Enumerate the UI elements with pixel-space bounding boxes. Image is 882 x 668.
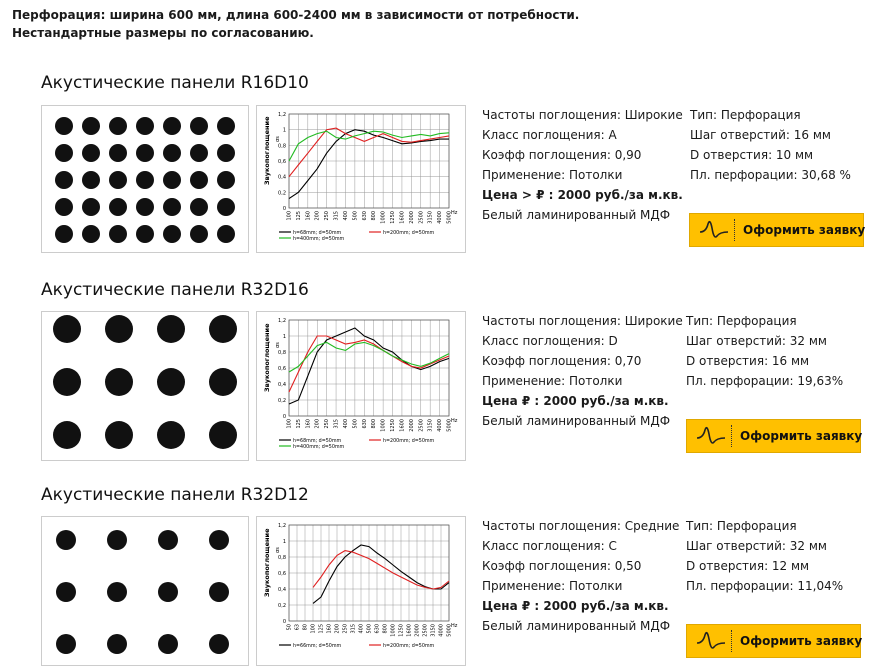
spec-class: Класс поглощения: C xyxy=(482,539,617,553)
x-tick-label: 250 xyxy=(342,624,349,634)
x-tick-label: 800 xyxy=(371,211,378,221)
y-tick-label: 0,8 xyxy=(278,143,286,150)
perforation-hole xyxy=(209,368,237,396)
intro-text xyxy=(12,6,579,42)
y-tick-label: 1 xyxy=(282,539,286,545)
y-tick-label: 0,8 xyxy=(278,555,286,561)
specs-left xyxy=(482,311,683,431)
wave-icon xyxy=(695,424,727,448)
y-tick-label: 0,6 xyxy=(278,366,286,372)
x-tick-label: 630 xyxy=(374,624,381,634)
spec-freq: Частоты поглощения: Широкие xyxy=(482,314,683,328)
y-tick-label: 0,8 xyxy=(278,350,286,356)
x-tick-label: 1250 xyxy=(390,419,397,432)
y-tick-label: 0,4 xyxy=(278,382,286,388)
x-tick-label: 315 xyxy=(333,211,340,221)
perforation-hole xyxy=(158,582,178,602)
perforation-hole xyxy=(163,117,181,135)
legend-label: h=200mm; d=50mm xyxy=(383,643,435,649)
x-tick-label: 125 xyxy=(295,211,302,221)
x-tick-label: 4000 xyxy=(438,624,445,637)
specs-right xyxy=(690,105,851,185)
x-tick-label: 800 xyxy=(371,419,378,429)
perforation-hole xyxy=(190,198,208,216)
perforation-hole xyxy=(190,225,208,243)
spec-step: Шаг отверстий: 32 мм xyxy=(686,334,827,348)
order-button-label: Оформить заявку xyxy=(740,634,863,648)
x-tick-label: 500 xyxy=(352,211,359,221)
perforation-hole xyxy=(109,225,127,243)
x-tick-label: 1600 xyxy=(399,419,406,432)
perforation-hole xyxy=(163,198,181,216)
x-tick-label: 800 xyxy=(382,624,389,634)
order-button[interactable] xyxy=(686,419,861,453)
x-tick-label: 125 xyxy=(295,419,302,429)
perforation-hole xyxy=(158,530,178,550)
perforation-hole xyxy=(157,315,185,343)
order-button-label: Оформить заявку xyxy=(743,223,866,237)
perforation-hole xyxy=(109,171,127,189)
hz-label: Hz xyxy=(451,210,458,216)
perforation-hole xyxy=(53,315,81,343)
legend-label: h=200mm; d=50mm xyxy=(383,438,435,444)
x-tick-label: 80 xyxy=(302,624,309,631)
x-tick-label: 125 xyxy=(318,624,325,634)
separator xyxy=(731,425,732,447)
perforation-hole xyxy=(56,582,76,602)
perforation-hole xyxy=(158,634,178,654)
x-tick-label: 250 xyxy=(324,419,331,429)
spec-material: Белый ламинированный МДФ xyxy=(482,619,671,633)
perforation-hole xyxy=(209,315,237,343)
y-tick-label: 0,2 xyxy=(278,398,286,404)
y-tick-label: 0,6 xyxy=(278,571,286,577)
spec-coef: Коэфф поглощения: 0,90 xyxy=(482,148,642,162)
legend-label: h=66mm; d=50mm xyxy=(293,643,342,649)
perforation-hole xyxy=(107,634,127,654)
x-tick-label: 2000 xyxy=(408,419,415,432)
x-tick-label: 500 xyxy=(352,419,359,429)
specs-right xyxy=(686,516,843,596)
perforation-hole xyxy=(136,171,154,189)
spec-class: Класс поглощения: D xyxy=(482,334,618,348)
perforation-hole xyxy=(163,144,181,162)
x-tick-label: 3150 xyxy=(430,624,437,637)
y-tick-label: 0 xyxy=(282,206,286,212)
x-tick-label: 630 xyxy=(361,419,368,429)
spec-use: Применение: Потолки xyxy=(482,374,623,388)
x-tick-label: 100 xyxy=(310,624,317,634)
spec-price: Цена ₽ : 2000 руб./за м.кв. xyxy=(482,599,669,613)
spec-class: Класс поглощения: A xyxy=(482,128,617,142)
perforation-hole xyxy=(82,171,100,189)
perforation-hole xyxy=(82,198,100,216)
perforation-pattern-image xyxy=(41,516,249,666)
perforation-hole xyxy=(217,198,235,216)
x-tick-label: 400 xyxy=(342,211,349,221)
perforation-hole xyxy=(53,421,81,449)
y-tick-label: 0 xyxy=(282,414,286,420)
spec-use: Применение: Потолки xyxy=(482,168,623,182)
x-tick-label: 1600 xyxy=(399,211,406,224)
perforation-hole xyxy=(190,171,208,189)
x-tick-label: 160 xyxy=(326,624,333,634)
perforation-hole xyxy=(105,315,133,343)
spec-diam: D отверстия: 12 мм xyxy=(686,559,810,573)
spec-type: Тип: Перфорация xyxy=(686,314,797,328)
perforation-hole xyxy=(55,225,73,243)
perforation-hole xyxy=(190,117,208,135)
y-tick-label: 0 xyxy=(282,619,286,625)
perforation-hole xyxy=(209,582,229,602)
x-tick-label: 5000 xyxy=(446,211,453,224)
absorption-chart xyxy=(256,516,466,666)
series-line xyxy=(313,545,449,603)
x-tick-label: 3150 xyxy=(427,419,434,432)
perforation-hole xyxy=(217,171,235,189)
x-tick-label: 2000 xyxy=(414,624,421,637)
y-axis-label: Звукопоглощение xyxy=(263,528,271,597)
perforation-hole xyxy=(163,225,181,243)
spec-step: Шаг отверстий: 32 мм xyxy=(686,539,827,553)
y-tick-label: 0,2 xyxy=(278,190,286,197)
spec-freq: Частоты поглощения: Широкие xyxy=(482,108,683,122)
perforation-hole xyxy=(107,530,127,550)
spec-type: Тип: Перфорация xyxy=(690,108,801,122)
perforation-hole xyxy=(55,117,73,135)
hz-label: Hz xyxy=(451,418,458,424)
hz-label: Hz xyxy=(451,623,458,629)
perforation-pattern-image xyxy=(41,311,249,461)
perforation-hole xyxy=(105,421,133,449)
alpha-label: αs xyxy=(275,342,281,348)
spec-perf: Пл. перфорации: 19,63% xyxy=(686,374,844,388)
product-title: Акустические панели R32D12 xyxy=(41,485,309,505)
perforation-hole xyxy=(157,421,185,449)
x-tick-label: 2500 xyxy=(418,419,425,432)
absorption-chart xyxy=(256,311,466,461)
x-tick-label: 63 xyxy=(294,624,301,631)
y-tick-label: 0,2 xyxy=(278,603,286,609)
intro-line-1: Перфорация: ширина 600 мм, длина 600-2400 мм в зависимости от потребности. xyxy=(12,8,580,22)
perforation-hole xyxy=(82,117,100,135)
perforation-hole xyxy=(217,117,235,135)
perforation-hole xyxy=(107,582,127,602)
y-tick-label: 1,2 xyxy=(278,318,286,324)
specs-right xyxy=(686,311,843,391)
perforation-pattern-image xyxy=(41,105,249,253)
x-tick-label: 5000 xyxy=(446,624,453,637)
perforation-hole xyxy=(109,198,127,216)
y-tick-label: 0,6 xyxy=(278,159,286,165)
x-tick-label: 1250 xyxy=(390,211,397,224)
spec-type: Тип: Перфорация xyxy=(686,519,797,533)
specs-left xyxy=(482,516,679,636)
absorption-chart xyxy=(256,105,466,253)
perforation-hole xyxy=(136,117,154,135)
x-tick-label: 2000 xyxy=(408,211,415,224)
chart-svg xyxy=(257,106,465,252)
legend-label: h=68mm; d=50mm xyxy=(293,438,342,444)
x-tick-label: 630 xyxy=(361,211,368,221)
y-axis-label: Звукопоглощение xyxy=(263,323,271,392)
x-tick-label: 1000 xyxy=(380,419,387,432)
perforation-hole xyxy=(136,144,154,162)
y-tick-label: 0,4 xyxy=(278,587,286,593)
y-tick-label: 1,2 xyxy=(278,523,286,529)
x-tick-label: 4000 xyxy=(437,211,444,224)
perforation-hole xyxy=(136,225,154,243)
spec-perf: Пл. перфорации: 11,04% xyxy=(686,579,844,593)
perforation-hole xyxy=(209,530,229,550)
spec-step: Шаг отверстий: 16 мм xyxy=(690,128,831,142)
x-tick-label: 160 xyxy=(305,211,312,221)
spec-use: Применение: Потолки xyxy=(482,579,623,593)
series-line xyxy=(289,342,449,372)
product-title: Акустические панели R16D10 xyxy=(41,73,309,93)
separator xyxy=(731,630,732,652)
perforation-hole xyxy=(82,225,100,243)
perforation-hole xyxy=(163,171,181,189)
x-tick-label: 400 xyxy=(358,624,365,634)
perforation-hole xyxy=(157,368,185,396)
perforation-hole xyxy=(209,421,237,449)
x-tick-label: 250 xyxy=(324,211,331,221)
perforation-hole xyxy=(53,368,81,396)
intro-line-2: Нестандартные размеры по согласованию. xyxy=(12,26,314,40)
wave-icon xyxy=(695,629,727,653)
y-axis-label: Звукопоглощение xyxy=(263,116,271,185)
x-tick-label: 200 xyxy=(314,211,321,221)
spec-perf: Пл. перфорации: 30,68 % xyxy=(690,168,851,182)
spec-coef: Коэфф поглощения: 0,50 xyxy=(482,559,642,573)
perforation-hole xyxy=(109,144,127,162)
x-tick-label: 1250 xyxy=(398,624,405,637)
x-tick-label: 2500 xyxy=(422,624,429,637)
perforation-hole xyxy=(109,117,127,135)
perforation-hole xyxy=(82,144,100,162)
x-tick-label: 315 xyxy=(350,624,357,634)
perforation-hole xyxy=(190,144,208,162)
alpha-label: αs xyxy=(275,547,281,553)
perforation-hole xyxy=(55,144,73,162)
x-tick-label: 400 xyxy=(342,419,349,429)
order-button[interactable] xyxy=(689,213,864,247)
x-tick-label: 100 xyxy=(286,211,293,221)
y-tick-label: 1 xyxy=(282,334,286,340)
x-tick-label: 200 xyxy=(314,419,321,429)
spec-freq: Частоты поглощения: Средние xyxy=(482,519,680,533)
spec-diam: D отверстия: 10 мм xyxy=(690,148,814,162)
x-tick-label: 2500 xyxy=(418,211,425,224)
x-tick-label: 500 xyxy=(366,624,373,634)
perforation-hole xyxy=(55,198,73,216)
x-tick-label: 200 xyxy=(334,624,341,634)
order-button-label: Оформить заявку xyxy=(740,429,863,443)
x-tick-label: 4000 xyxy=(437,419,444,432)
x-tick-label: 1000 xyxy=(390,624,397,637)
legend-label: h=200mm; d=50mm xyxy=(383,230,435,236)
perforation-hole xyxy=(209,634,229,654)
perforation-hole xyxy=(136,198,154,216)
x-tick-label: 5000 xyxy=(446,419,453,432)
wave-icon xyxy=(698,218,730,242)
perforation-hole xyxy=(105,368,133,396)
spec-material: Белый ламинированный МДФ xyxy=(482,208,671,222)
specs-left xyxy=(482,105,683,225)
x-tick-label: 3150 xyxy=(427,211,434,224)
perforation-hole xyxy=(217,144,235,162)
chart-svg xyxy=(257,517,465,665)
perforation-hole xyxy=(55,171,73,189)
legend-label: h=400mm; d=50mm xyxy=(293,444,345,450)
x-tick-label: 315 xyxy=(333,419,340,429)
perforation-hole xyxy=(217,225,235,243)
order-button[interactable] xyxy=(686,624,861,658)
legend-label: h=68mm; d=50mm xyxy=(293,230,342,236)
spec-price: Цена > ₽ : 2000 руб./за м.кв. xyxy=(482,188,683,202)
x-tick-label: 50 xyxy=(286,624,293,631)
spec-price: Цена ₽ : 2000 руб./за м.кв. xyxy=(482,394,669,408)
legend-label: h=400mm; d=50mm xyxy=(293,236,345,242)
y-tick-label: 1,2 xyxy=(278,112,286,118)
y-tick-label: 1 xyxy=(282,127,286,134)
perforation-hole xyxy=(56,634,76,654)
x-tick-label: 100 xyxy=(286,419,293,429)
y-tick-label: 0,4 xyxy=(278,174,286,181)
perforation-hole xyxy=(56,530,76,550)
alpha-label: αs xyxy=(275,136,281,142)
x-tick-label: 1000 xyxy=(380,211,387,224)
separator xyxy=(734,219,735,241)
spec-coef: Коэфф поглощения: 0,70 xyxy=(482,354,642,368)
chart-svg xyxy=(257,312,465,460)
x-tick-label: 160 xyxy=(305,419,312,429)
product-title: Акустические панели R32D16 xyxy=(41,280,309,300)
x-tick-label: 1600 xyxy=(406,624,413,637)
spec-material: Белый ламинированный МДФ xyxy=(482,414,671,428)
spec-diam: D отверстия: 16 мм xyxy=(686,354,810,368)
